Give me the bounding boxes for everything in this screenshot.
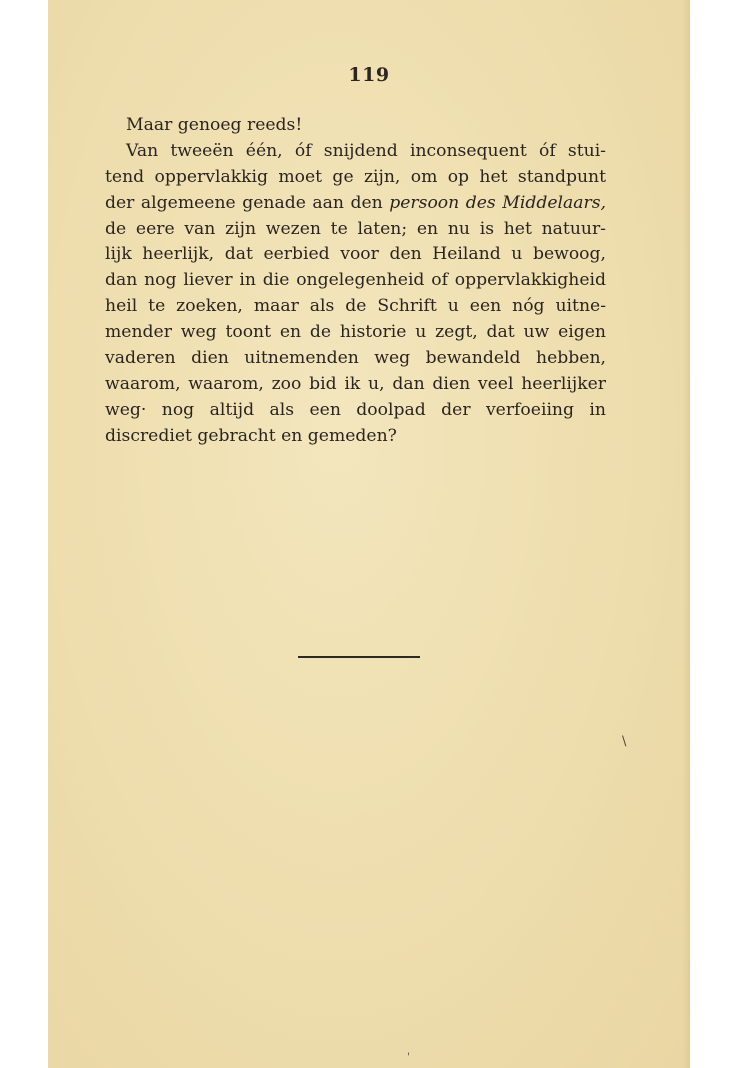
text-line: mender weg toont en de historie u zegt, dat uw eigen (105, 322, 606, 343)
text-line: weg· nog altijd als een doolpad der verfoeiing in (105, 399, 606, 420)
text-line: vaderen dien uitnemenden weg bewandeld hebben, (105, 348, 606, 369)
text-line: tend oppervlakkig moet ge zijn, om op het standpunt (105, 166, 606, 187)
text-line: discrediet gebracht en gemeden? (105, 425, 397, 446)
text-line: waarom, waarom, zoo bid ik u, dan dien veel heerlijker (105, 373, 606, 394)
page-number: 119 (348, 64, 390, 86)
text-line: de eere van zijn wezen te laten; en nu is het natuur- (105, 218, 606, 239)
text-span: der algemeene genade aan den (105, 192, 383, 213)
text-line: lijk heerlijk, dat eerbied voor den Heiland u bewoog, (105, 244, 606, 265)
italic-phrase: persoon des Middelaars, (389, 192, 606, 213)
body-text (105, 113, 606, 450)
text-line: Maar genoeg reeds! (126, 115, 303, 135)
section-end-rule (298, 656, 420, 658)
text-line: dan nog liever in die ongelegenheid of oppervlakkigheid (105, 270, 606, 291)
book-page (48, 0, 690, 1068)
page-edge-shadow (682, 0, 690, 1068)
text-line: heil te zoeken, maar als de Schrift u een nóg uitne- (105, 296, 606, 317)
scan-speck: ' (407, 1052, 410, 1063)
text-line: Van tweeën één, óf snijdend inconsequent óf stui- (126, 140, 606, 161)
text-line-with-italic (105, 191, 606, 217)
scan-speck: \ (622, 734, 627, 749)
